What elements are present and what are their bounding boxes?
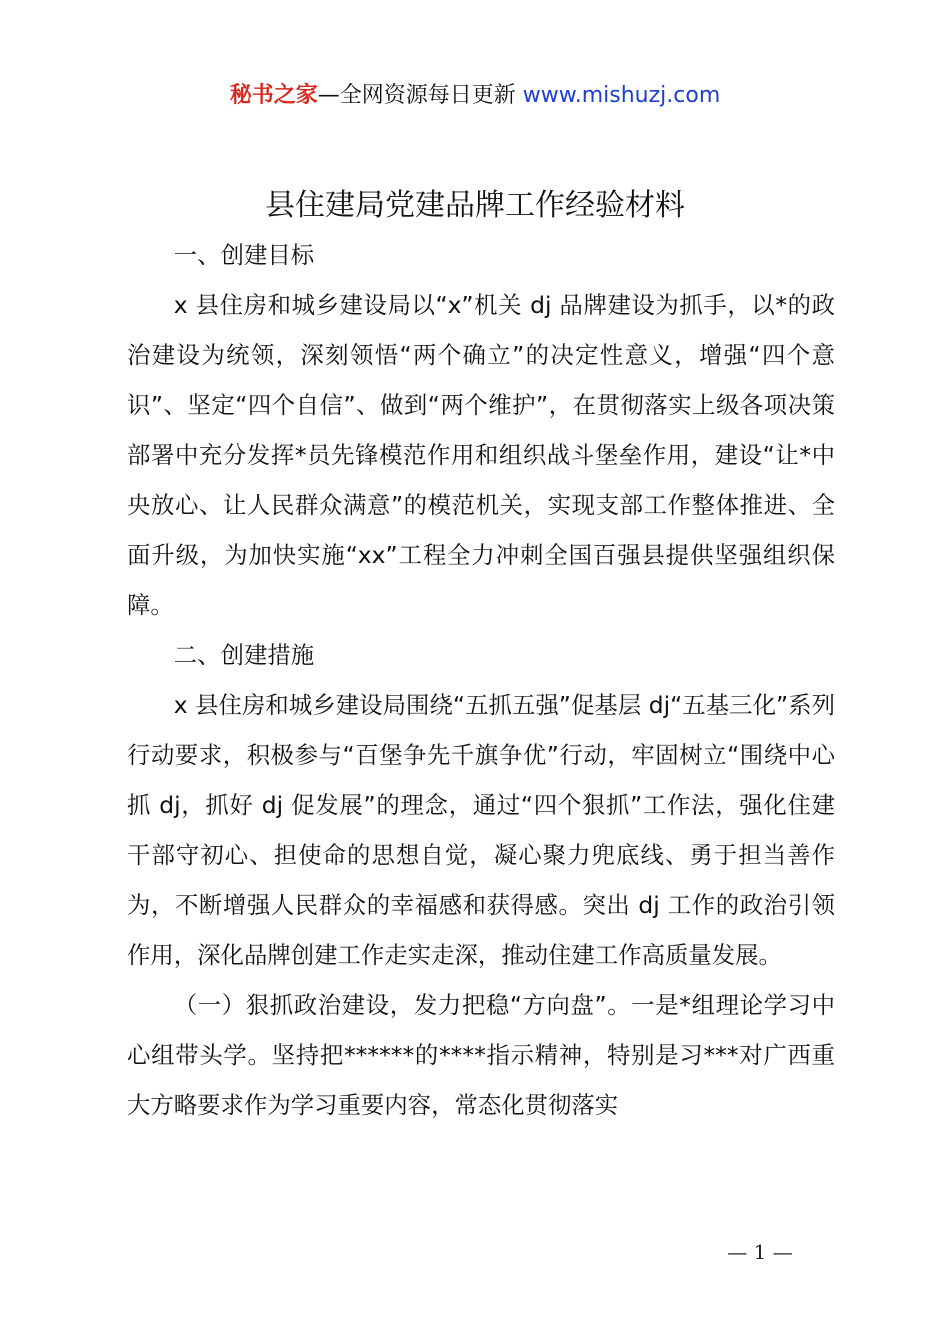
section-heading: 二、创建措施	[173, 641, 315, 669]
page-number: — 1 —	[727, 1240, 793, 1264]
document-title: 县住建局党建品牌工作经验材料	[265, 188, 685, 223]
document-body	[127, 230, 835, 1130]
body-paragraph: （一）狠抓政治建设，发力把稳“方向盘”。一是*组理论学习中心组带头学。坚持把******的****指示精神，特别是习***对广西重大方略要求作为学习重要内容，常态化贯彻落实	[127, 991, 835, 1119]
section-heading: 一、创建目标	[173, 241, 315, 269]
site-brand: 秘书之家	[229, 83, 318, 108]
body-paragraph: x 县住房和城乡建设局以“x”机关 dj 品牌建设为抓手，以*的政治建设为统领，深刻领悟“两个确立”的决定性意义，增强“四个意识”、坚定“四个自信”、做到“两个维护”，在贯彻落实上级各项决策部署中充分发挥*员先锋模范作用和组织战斗堡垒作用，建设“让*中央放心、让人民群众满意”的模范机关，实现支部工作整体推进、全面升级，为加快实施“xx”工程全力冲刺全国百强县提供坚强组织保障。	[127, 291, 835, 619]
site-banner	[0, 80, 950, 112]
body-paragraph: x 县住房和城乡建设局围绕“五抓五强”促基层 dj“五基三化”系列行动要求，积极参与“百堡争先千旗争优”行动，牢固树立“围绕中心抓 dj，抓好 dj 促发展”的理念，通过“四个狠抓”工作法，强化住建干部守初心、担使命的思想自觉，凝心聚力兜底线、勇于担当善作为，不断增强人民群众的幸福感和获得感。突出 dj 工作的政治引领作用，深化品牌创建工作走实走深，推动住建工作高质量发展。	[127, 691, 835, 969]
site-slogan: —全网资源每日更新	[317, 83, 516, 108]
site-url-link[interactable]: www.mishuzj.com	[522, 83, 721, 108]
